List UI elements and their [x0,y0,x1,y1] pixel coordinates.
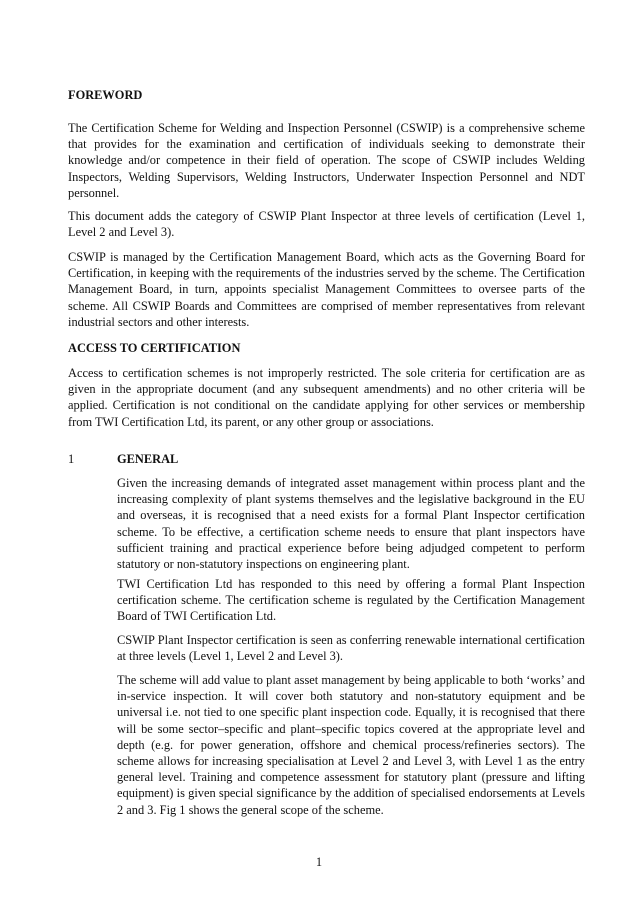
page-number: 1 [315,855,323,869]
section-number: 1 [68,452,75,466]
foreword-paragraph-1: The Certification Scheme for Welding and Inspection Personnel (CSWIP) is a comprehensive scheme that provides for the examination and certification of individuals seeking to demonstrate their knowledge and/or competence in their field of operation. The scope of CSWIP includes Welding Inspectors, Welding Supervisors, Welding Instructors, Underwater Inspection Personnel and NDT personnel. [68,121,585,200]
general-paragraph-1: Given the increasing demands of integrated asset management within process plant and the increasing complexity of plant systems themselves and the legislative background in the EU and overseas, it is recognised that a need exists for a formal Plant Inspector certification scheme. To be effective, a certification scheme needs to ensure that plant inspectors have sufficient training and practical experience before being adjudged competent to perform statutory or non-statutory inspections on engineering plant. [117,476,585,572]
access-heading: ACCESS TO CERTIFICATION [68,341,241,355]
general-paragraph-3: CSWIP Plant Inspector certification is seen as conferring renewable international certification at three levels (Level 1, Level 2 and Level 3). [117,633,585,664]
access-paragraph: Access to certification schemes is not improperly restricted. The sole criteria for certification are as given in the appropriate document (and any subsequent amendments) and no other criteria will be applied. Certification is not conditional on the candidate applying for other services or membership from TWI Certification Ltd, its parent, or any other group or associations. [68,366,585,429]
foreword-paragraph-3: CSWIP is managed by the Certification Management Board, which acts as the Governing Board for Certification, in keeping with the requirements of the industries served by the scheme. The Certification Management Board, in turn, appoints specialist Management Committees to oversee parts of the scheme. All CSWIP Boards and Committees are comprised of member representatives from relevant industrial sectors and other interests. [68,250,585,329]
general-paragraph-2: TWI Certification Ltd has responded to this need by offering a formal Plant Inspection certification scheme. The certification scheme is regulated by the Certification Management Board of TWI Certification Ltd. [117,577,585,624]
general-paragraph-4: The scheme will add value to plant asset management by being applicable to both ‘works’ and in-service inspection. It will cover both statutory and non-statutory equipment and be universal i.e. not tied to one specific plant inspection code. Equally, it is recognised that there will be some sector–specific and plant–specific topics covered at the appropriate level and depth (e.g. for power generation, offshore and chemical process/refineries sectors). The scheme allows for increasing specialisation at Level 2 and Level 3, with Level 1 as the entry general level. Training and competence assessment for statutory plant (pressure and lifting equipment) is given special significance by the addition of specialised endorsements at Levels 2 and 3. Fig 1 shows the general scope of the scheme. [117,673,585,817]
foreword-paragraph-2: This document adds the category of CSWIP Plant Inspector at three levels of certification (Level 1, Level 2 and Level 3). [68,209,585,240]
section-title: GENERAL [117,452,179,466]
foreword-heading: FOREWORD [68,88,143,102]
